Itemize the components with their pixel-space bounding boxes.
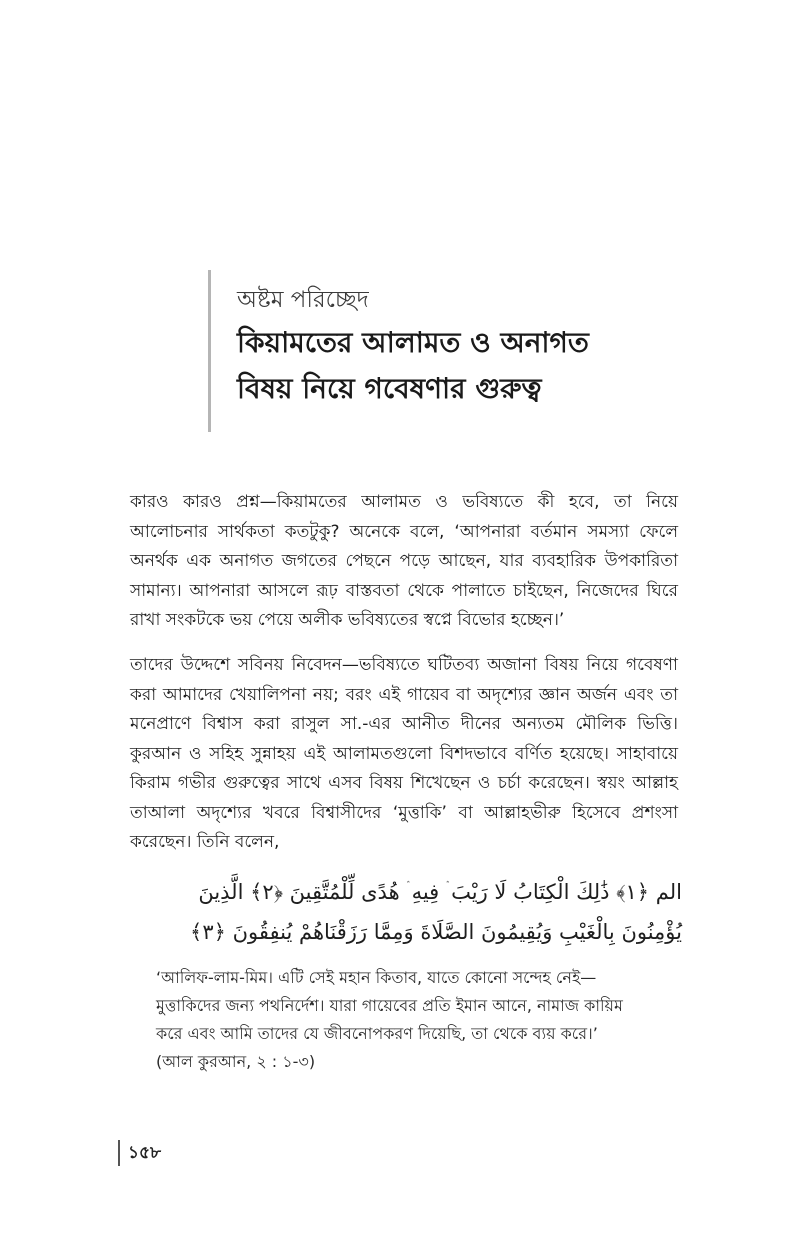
body-paragraph-2: তাদের উদ্দেশে সবিনয় নিবেদন—ভবিষ্যতে ঘটিতব্য অজানা বিষয় নিয়ে গবেষণা করা আমাদের খেয়ালিপনা নয়; বরং এই গায়েব বা অদৃশ্যের জ্ঞান অর্জন এবং তা মনেপ্রাণে বিশ্বাস করা রাসুল সা.-এর আনীত দীনের অন্যতম মৌলিক ভিত্তি। কুরআন ও সহিহ সুন্নাহয় এই আলামতগুলো বিশদভাবে বর্ণিত হয়েছে। সাহাবায়ে কিরাম গভীর গুরুত্বের সাথে এসব বিষয় শিখেছেন ও চর্চা করেছেন। স্বয়ং আল্লাহ তাআলা অদৃশ্যের খবরে বিশ্বাসীদের ‘মুত্তাকি’ বা আল্লাহভীরু হিসেবে প্রশংসা করেছেন। তিনি বলেন,	[130, 655, 678, 852]
verse-translation	[156, 964, 668, 1076]
verse-citation: (আল কুরআন, ২ : ১-৩)	[156, 1052, 316, 1071]
translation-line-1: ‘আলিফ-লাম-মিম। এটি সেই মহান কিতাব, যাতে কোনো সন্দেহ নেই—	[156, 968, 597, 987]
chapter-title-line-2: বিষয় নিয়ে গবেষণার গুরুত্ব	[237, 372, 542, 405]
page-number: ১৫৮	[118, 1140, 161, 1166]
quran-verse-arabic	[150, 872, 682, 952]
chapter-title-line-1: কিয়ামতের আলামত ও অনাগত	[237, 326, 589, 359]
chapter-title	[237, 320, 728, 412]
chapter-label: অষ্টম পরিচ্ছেদ	[237, 287, 369, 313]
arabic-line-1: الم ﴿١﴾ ذَٰلِكَ الْكِتَابُ لَا رَيْبَ ۛ فِيهِ ۛ هُدًى لِّلْمُتَّقِينَ ﴿٢﴾ الَّذِينَ	[198, 880, 682, 904]
chapter-heading	[208, 270, 728, 432]
arabic-line-2: يُؤْمِنُونَ بِالْغَيْبِ وَيُقِيمُونَ الصَّلَاةَ وَمِمَّا رَزَقْنَاهُمْ يُنفِقُونَ ﴿٣﴾	[190, 920, 682, 944]
body-paragraph-1: কারও কারও প্রশ্ন—কিয়ামতের আলামত ও ভবিষ্যতে কী হবে, তা নিয়ে আলোচনার সার্থকতা কতটুকু? অনেকে বলে, ‘আপনারা বর্তমান সমস্যা ফেলে অনর্থক এক অনাগত জগতের পেছনে পড়ে আছেন, যার ব্যবহারিক উপকারিতা সামান্য। আপনারা আসলে রূঢ় বাস্তবতা থেকে পালাতে চাইছেন, নিজেদের ঘিরে রাখা সংকটকে ভয় পেয়ে অলীক ভবিষ্যতের স্বপ্নে বিভোর হচ্ছেন।’	[130, 492, 678, 630]
translation-line-3: করে এবং আমি তাদের যে জীবনোপকরণ দিয়েছি, তা থেকে ব্যয় করে।’	[156, 1024, 598, 1043]
translation-line-2: মুত্তাকিদের জন্য পথনির্দেশ। যারা গায়েবের প্রতি ইমান আনে, নামাজ কায়িম	[156, 996, 623, 1015]
